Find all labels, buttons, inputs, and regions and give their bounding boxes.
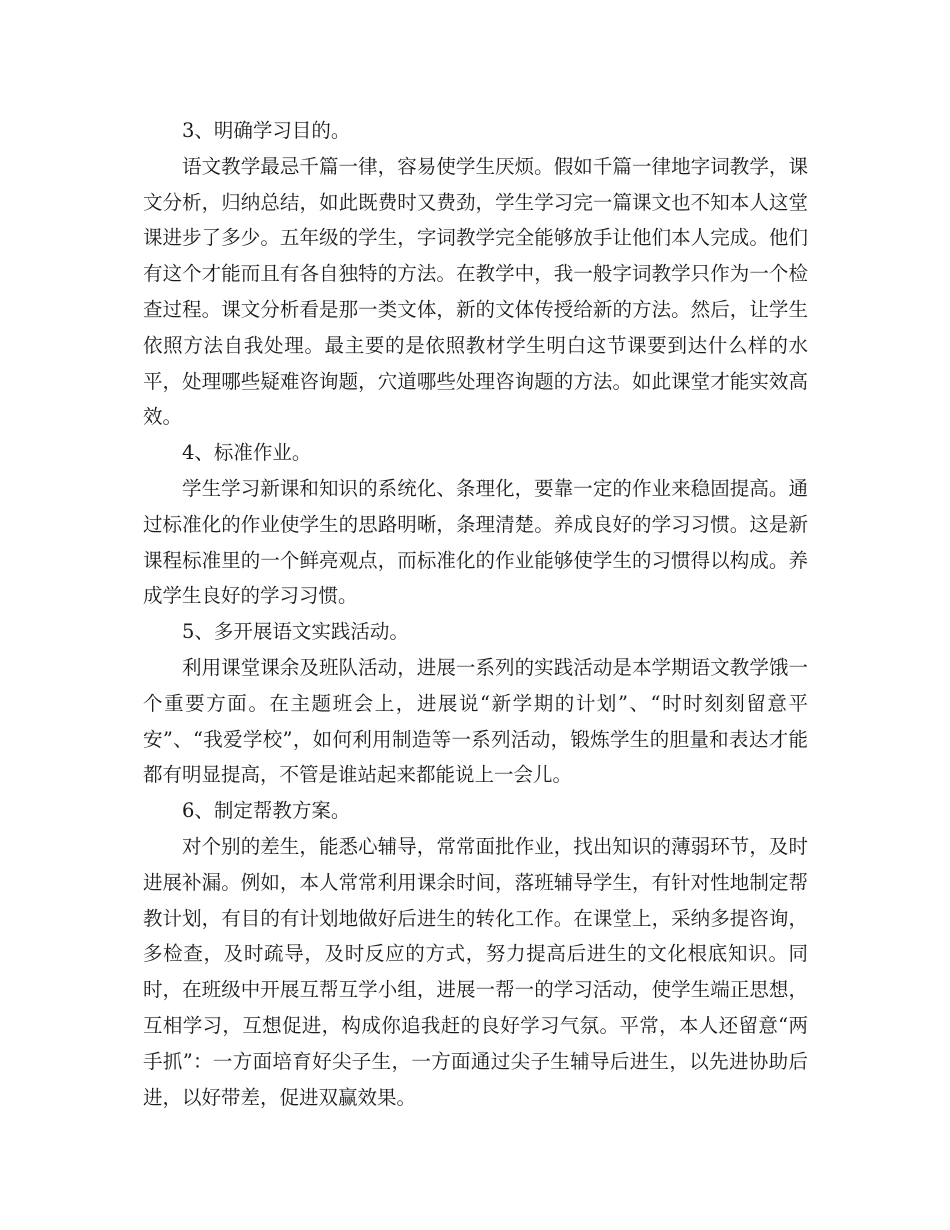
section-paragraph-6: 对个别的差生，能悉心辅导，常常面批作业，找出知识的薄弱环节，及时进展补漏。例如，本人常常利用课余时间，落班辅导学生，有针对性地制定帮教计划，有目的有计划地做好后进生的转化工作。在课堂上，采纳多提咨询，多检查，及时疏导，及时反应的方式，努力提高后进生的文化根底知识。同时，在班级中开展互帮互学小组，进展一帮一的学习活动，使学生端正思想，互相学习，互想促进，构成你追我赶的良好学习气氛。平常，本人还留意“两手抓”：一方面培育好尖子生，一方面通过尖子生辅导后进生，以先进协助后进，以好带差，促进双赢效果。 bbox=[143, 834, 808, 1109]
section-paragraph-4: 学生学习新课和知识的系统化、条理化，要靠一定的作业来稳固提高。通过标准化的作业使学生的思路明晰，条理清楚。养成良好的学习习惯。这是新课程标准里的一个鲜亮观点，而标准化的作业能够使学生的习惯得以构成。养成学生良好的学习习惯。 bbox=[143, 476, 808, 608]
section-paragraph-3: 语文教学最忌千篇一律，容易使学生厌烦。假如千篇一律地字词教学，课文分析，归纳总结，如此既费时又费劲，学生学习完一篇课文也不知本人这堂课进步了多少。五年级的学生，字词教学完全能够放手让他们本人完成。他们有这个才能而且有各自独特的方法。在教学中，我一般字词教学只作为一个检查过程。课文分析看是那一类文体，新的文体传授给新的方法。然后，让学生依照方法自我处理。最主要的是依照教材学生明白这节课要到达什么样的水平，处理哪些疑难咨询题，穴道哪些处理咨询题的方法。如此课堂才能实效高效。 bbox=[143, 154, 808, 429]
section-heading-5: 5、多开展语文实践活动。 bbox=[182, 620, 409, 644]
section-paragraph-5: 利用课堂课余及班队活动，进展一系列的实践活动是本学期语文教学饿一个重要方面。在主题班会上，进展说“新学期的计划”、“时时刻刻留意平安”、“我爱学校”，如何利用制造等一系列活动，锻炼学生的胆量和表达才能都有明显提高，不管是谁站起来都能说上一会儿。 bbox=[143, 655, 808, 787]
section-heading-4: 4、标准作业。 bbox=[182, 441, 312, 465]
section-heading-3: 3、明确学习目的。 bbox=[182, 119, 351, 142]
document-body bbox=[143, 113, 808, 1115]
section-heading-6: 6、制定帮教方案。 bbox=[182, 799, 351, 823]
